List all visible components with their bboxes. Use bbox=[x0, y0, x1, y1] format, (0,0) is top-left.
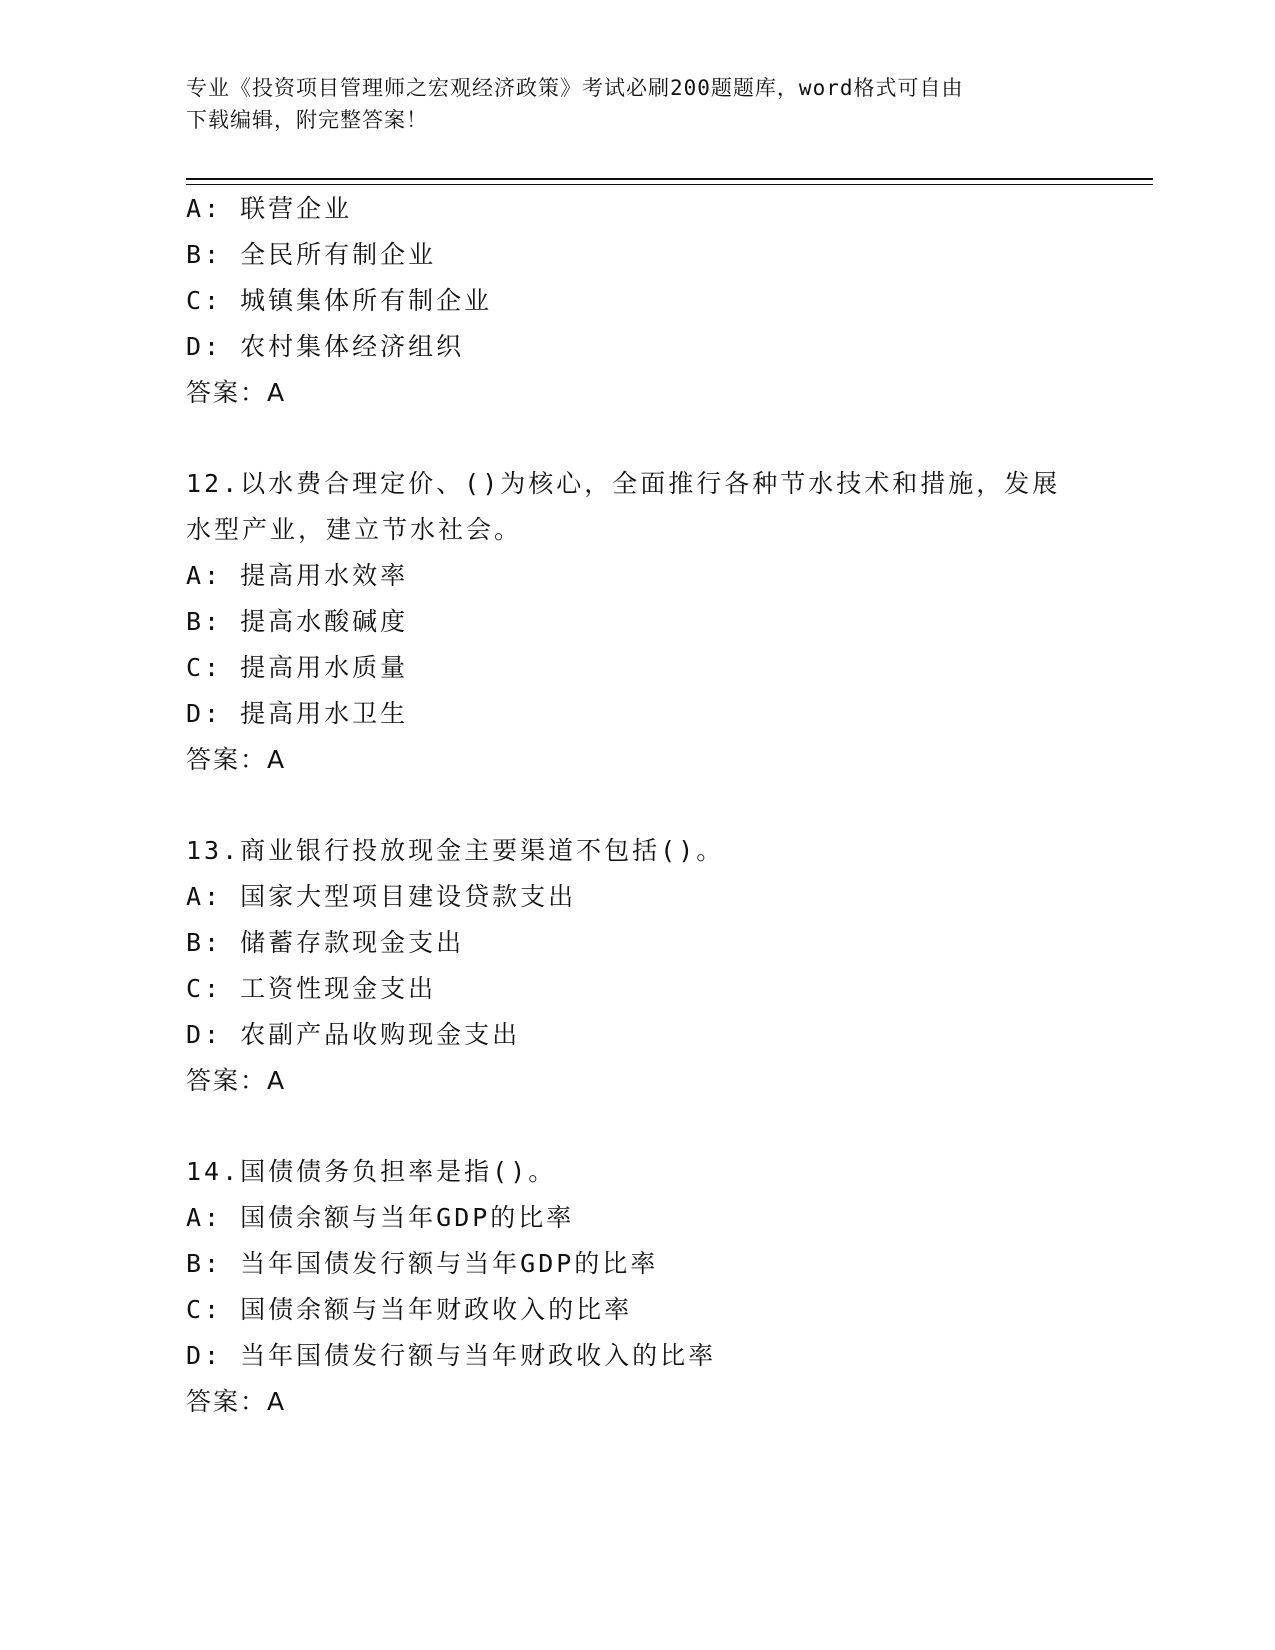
question-fragment bbox=[186, 186, 1086, 416]
option-a: A: 国家大型项目建设贷款支出 bbox=[186, 882, 577, 911]
answer-line: 答案：A bbox=[186, 745, 287, 774]
question-stem: 12.以水费合理定价、()为核心，全面推行各种节水技术和措施，发展 bbox=[186, 469, 1061, 498]
option-c: C: 工资性现金支出 bbox=[186, 974, 437, 1003]
option-d: D: 当年国债发行额与当年财政收入的比率 bbox=[186, 1341, 717, 1370]
answer-line: 答案：A bbox=[186, 1066, 287, 1095]
question-stem-continued: 水型产业，建立节水社会。 bbox=[186, 515, 523, 544]
option-b: B: 当年国债发行额与当年GDP的比率 bbox=[186, 1249, 659, 1278]
option-b: B: 储蓄存款现金支出 bbox=[186, 928, 465, 957]
question-stem: 14.国债债务负担率是指()。 bbox=[186, 1157, 557, 1186]
option-c: C: 国债余额与当年财政收入的比率 bbox=[186, 1295, 633, 1324]
option-c: C: 提高用水质量 bbox=[186, 653, 409, 682]
header-line-1: 专业《投资项目管理师之宏观经济政策》考试必刷200题题库，word格式可自由 bbox=[186, 76, 964, 100]
option-d: D: 农村集体经济组织 bbox=[186, 332, 465, 361]
question-13 bbox=[186, 828, 1086, 1104]
question-14 bbox=[186, 1149, 1086, 1425]
question-12 bbox=[186, 461, 1086, 783]
question-list bbox=[186, 186, 1086, 1425]
answer-line: 答案：A bbox=[186, 378, 287, 407]
option-d: D: 提高用水卫生 bbox=[186, 699, 409, 728]
option-a: A: 国债余额与当年GDP的比率 bbox=[186, 1203, 575, 1232]
option-a: A: 联营企业 bbox=[186, 194, 353, 223]
option-b: B: 提高水酸碱度 bbox=[186, 607, 409, 636]
answer-line: 答案：A bbox=[186, 1387, 287, 1416]
option-a: A: 提高用水效率 bbox=[186, 561, 409, 590]
option-b: B: 全民所有制企业 bbox=[186, 240, 437, 269]
header-rule-thin bbox=[186, 184, 1153, 185]
option-c: C: 城镇集体所有制企业 bbox=[186, 286, 493, 315]
question-stem: 13.商业银行投放现金主要渠道不包括()。 bbox=[186, 836, 725, 865]
option-d: D: 农副产品收购现金支出 bbox=[186, 1020, 521, 1049]
page-header bbox=[186, 72, 1086, 136]
header-rule-thick bbox=[186, 178, 1153, 180]
header-line-2: 下载编辑，附完整答案！ bbox=[186, 108, 428, 132]
